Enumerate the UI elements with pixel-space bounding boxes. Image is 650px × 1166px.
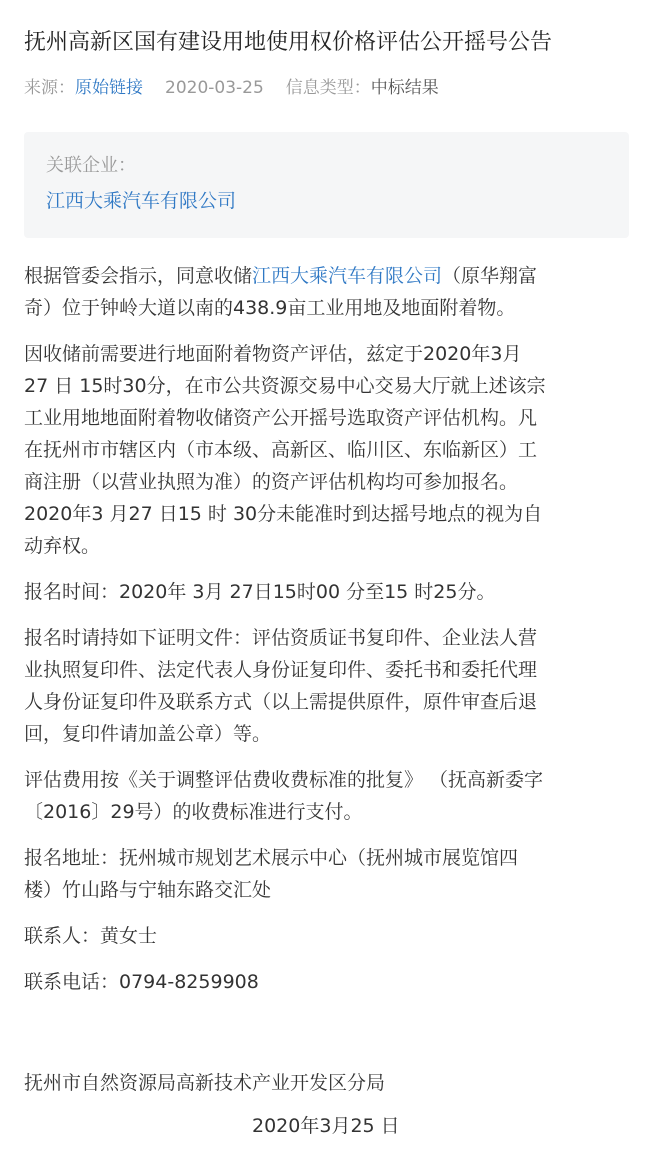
paragraph-line: 业执照复印件、法定代表人身份证复印件、委托书和委托代理 xyxy=(24,659,538,681)
paragraph-line: 动弃权。 xyxy=(24,535,101,557)
paragraph-line: 奇）位于钟岭大道以南的438.9亩工业用地及地面附着物。 xyxy=(24,297,516,319)
paragraph-line: 报名时请持如下证明文件：评估资质证书复印件、企业法人营 xyxy=(24,627,538,649)
text: （原华翔富 xyxy=(442,265,538,287)
related-company-label: 关联企业： xyxy=(46,155,136,176)
paragraph xyxy=(24,260,632,324)
article-meta xyxy=(24,75,439,101)
paragraph-line: 27 日 15时30分，在市公共资源交易中心交易大厅就上述该宗 xyxy=(24,375,546,397)
paragraph xyxy=(24,966,632,998)
paragraph-line: 〔2016〕29号）的收费标准进行支付。 xyxy=(24,801,363,823)
paragraph-line: 人身份证复印件及联系方式（以上需提供原件，原件审查后退 xyxy=(24,691,538,713)
paragraph xyxy=(24,920,632,952)
company-link[interactable]: 江西大乘汽车有限公司 xyxy=(252,265,443,287)
paragraph-line xyxy=(24,260,632,292)
paragraph-line: 评估费用按《关于调整评估费收费标准的批复》 （抚高新委字 xyxy=(24,769,544,791)
paragraph-line: 联系人：黄女士 xyxy=(24,925,158,947)
paragraph-line: 报名地址：抚州城市规划艺术展示中心（抚州城市展览馆四 xyxy=(24,847,519,869)
paragraph-line: 因收储前需要进行地面附着物资产评估，兹定于2020年3月 xyxy=(24,343,522,365)
paragraph xyxy=(24,764,632,828)
signature-date: 2020年3月25 日 xyxy=(252,1115,400,1137)
signature-org: 抚州市自然资源局高新技术产业开发区分局 xyxy=(24,1072,386,1094)
paragraph-line: 在抚州市市辖区内（市本级、高新区、临川区、东临新区）工 xyxy=(24,439,538,461)
paragraph-line: 回，复印件请加盖公章）等。 xyxy=(24,723,272,745)
paragraph-line: 工业用地地面附着物收储资产公开摇号选取资产评估机构。凡 xyxy=(24,407,538,429)
paragraph-line: 联系电话：0794-8259908 xyxy=(24,971,259,993)
text: 根据管委会指示，同意收储 xyxy=(24,265,253,287)
paragraph xyxy=(24,842,632,906)
article-body xyxy=(24,260,632,1012)
info-type-value: 中标结果 xyxy=(370,78,439,98)
paragraph-line: 2020年3 月27 日15 时 30分未能准时到达摇号地点的视为自 xyxy=(24,503,543,525)
related-company-link[interactable]: 江西大乘汽车有限公司 xyxy=(46,190,237,212)
paragraph-line: 报名时间：2020年 3月 27日15时00 分至15 时25分。 xyxy=(24,581,496,603)
page-title: 抚州高新区国有建设用地使用权价格评估公开摇号公告 xyxy=(24,30,553,55)
paragraph xyxy=(24,622,632,750)
source-link[interactable]: 原始链接 xyxy=(75,78,143,98)
paragraph-line: 商注册（以营业执照为准）的资产评估机构均可参加报名。 xyxy=(24,471,519,493)
paragraph-line: 楼）竹山路与宁轴东路交汇处 xyxy=(24,879,272,901)
publish-date: 2020-03-25 xyxy=(165,78,264,98)
related-company-box xyxy=(24,132,629,238)
paragraph xyxy=(24,338,632,562)
paragraph xyxy=(24,576,632,608)
info-type-label: 信息类型： xyxy=(285,78,371,98)
source-label: 来源： xyxy=(24,78,75,98)
